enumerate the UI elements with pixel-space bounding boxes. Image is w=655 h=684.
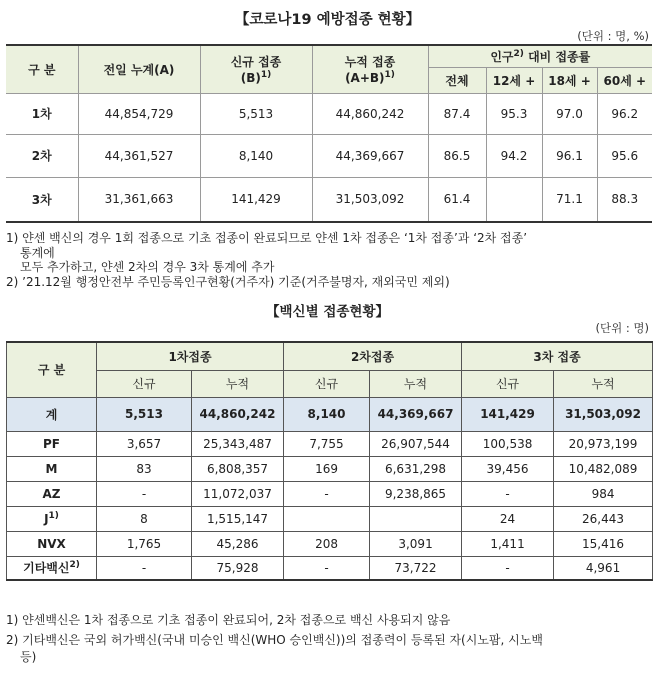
row-label: PF <box>7 431 97 456</box>
table-cell: 8,140 <box>284 397 370 431</box>
table-row <box>7 431 653 456</box>
table-row: 3차 31,361,663 141,429 31,503,092 61.4 71.1 88.3 <box>6 177 652 222</box>
row-label: 계 <box>7 397 97 431</box>
table-cell: 26,443 <box>554 506 653 531</box>
header-dose1: 1차접종 <box>97 342 284 370</box>
header-new: 신규 접종 $(B)^{1)}$ <box>200 45 312 93</box>
table-row <box>7 531 653 556</box>
header-category: 구 분 <box>6 45 78 93</box>
header-rate-18: 18세 + <box>542 67 597 93</box>
table-row: 2차 44,361,527 8,140 44,369,667 86.5 94.2 96.1 95.6 <box>6 134 652 177</box>
table-cell: 10,482,089 <box>554 456 653 481</box>
table-cell: 26,907,544 <box>370 431 462 456</box>
header-sub: 누적 <box>554 370 653 397</box>
table-cell: - <box>284 481 370 506</box>
unit-label-2: (단위 : 명) <box>595 321 649 335</box>
table-cell: 45,286 <box>192 531 284 556</box>
header-sub: 신규 <box>97 370 192 397</box>
table-cell: 75,928 <box>192 556 284 580</box>
table-cell: - <box>462 556 554 580</box>
table-cell <box>284 506 370 531</box>
footnote-2: 2) ’21.12월 행정안전부 주민등록인구현황(거주자) 기준(거주불명자, 재외국민 제외) <box>6 274 450 289</box>
table-cell: 1,411 <box>462 531 554 556</box>
table-cell: 39,456 <box>462 456 554 481</box>
header-dose3: 3차 접종 <box>462 342 653 370</box>
header-sub: 신규 <box>462 370 554 397</box>
table-row: 1차 44,854,729 5,513 44,860,242 87.4 95.3 97.0 96.2 <box>6 93 652 134</box>
table-row <box>7 506 653 531</box>
table-cell: 7,755 <box>284 431 370 456</box>
header-rate-12: 12세 + <box>486 67 542 93</box>
table-cell: 984 <box>554 481 653 506</box>
table-cell: 169 <box>284 456 370 481</box>
table-cell: 3,657 <box>97 431 192 456</box>
table-cell: 9,238,865 <box>370 481 462 506</box>
row-label: 기타백신$^{2)}$ <box>7 556 97 580</box>
page-title: 【코로나19 예방접종 현황】 <box>234 12 421 28</box>
table-cell <box>370 506 462 531</box>
footnotes-1 <box>6 231 652 289</box>
table-cell: 8 <box>97 506 192 531</box>
header-category-2: 구 분 <box>7 342 97 397</box>
table-cell: 83 <box>97 456 192 481</box>
header-sub: 누적 <box>370 370 462 397</box>
header-rate-total: 전체 <box>428 67 486 93</box>
table-cell: 44,369,667 <box>370 397 462 431</box>
table-cell: 15,416 <box>554 531 653 556</box>
table-cell: 11,072,037 <box>192 481 284 506</box>
table-cell: 4,961 <box>554 556 653 580</box>
header-cumulative: 누적 접종 $(A+B)^{1)}$ <box>312 45 428 93</box>
header-rate-group: 인구$^{2)}$ 대비 접종률 <box>428 45 652 67</box>
table-cell: 73,722 <box>370 556 462 580</box>
table-cell: 208 <box>284 531 370 556</box>
table-cell: 20,973,199 <box>554 431 653 456</box>
vaccination-status-table <box>6 44 652 223</box>
table-cell: - <box>97 556 192 580</box>
total-row <box>7 397 653 431</box>
footnote-2-1: 1) 얀센백신은 1차 접종으로 기초 접종이 완료되어, 2차 접종으로 백신 사용되지 않음 <box>6 613 451 627</box>
table-cell: 6,631,298 <box>370 456 462 481</box>
table-cell: - <box>284 556 370 580</box>
header-rate-60: 60세 + <box>597 67 652 93</box>
table-cell: 1,515,147 <box>192 506 284 531</box>
table-cell: 141,429 <box>462 397 554 431</box>
row-label: AZ <box>7 481 97 506</box>
table-row <box>7 481 653 506</box>
footnote-2-2-line2: 등) <box>20 650 37 664</box>
table-cell: 100,538 <box>462 431 554 456</box>
header-prev-total: 전일 누계(A) <box>78 45 200 93</box>
table-cell: 1,765 <box>97 531 192 556</box>
table-cell: - <box>97 481 192 506</box>
footnote-2-2-line1: 2) 기타백신은 국외 허가백신(국내 미승인 백신(WHO 승인백신))의 접종력이 등록된 자(시노팜, 시노백 <box>6 633 543 647</box>
table-cell: 3,091 <box>370 531 462 556</box>
unit-label-1: (단위 : 명, %) <box>577 29 649 43</box>
table-cell: 5,513 <box>97 397 192 431</box>
table-row <box>7 556 653 580</box>
header-sub: 신규 <box>284 370 370 397</box>
header-sub: 누적 <box>192 370 284 397</box>
table-cell: 31,503,092 <box>554 397 653 431</box>
row-label: NVX <box>7 531 97 556</box>
row-label: M <box>7 456 97 481</box>
row-label: $J^{1)}$ <box>7 506 97 531</box>
table-cell: 24 <box>462 506 554 531</box>
header-dose2: 2차접종 <box>284 342 462 370</box>
footnote-1-line3: 모두 추가하고, 얀센 2차의 경우 3차 통계에 추가 <box>20 260 275 274</box>
section-title-2: 【백신별 접종현황】 <box>266 304 389 320</box>
table-cell: 6,808,357 <box>192 456 284 481</box>
footnote-1-line1: 1) 얀센 백신의 경우 1회 접종으로 기초 접종이 완료되므로 얀센 1차 접종은 ‘1차 접종’과 ‘2차 접종’ <box>6 231 528 245</box>
table-row <box>7 456 653 481</box>
table-cell: 25,343,487 <box>192 431 284 456</box>
table-cell: 44,860,242 <box>192 397 284 431</box>
footnote-1-line2: 통계에 <box>20 245 55 260</box>
vaccine-type-table <box>6 341 653 581</box>
table-cell: - <box>462 481 554 506</box>
footnotes-2 <box>6 610 652 664</box>
